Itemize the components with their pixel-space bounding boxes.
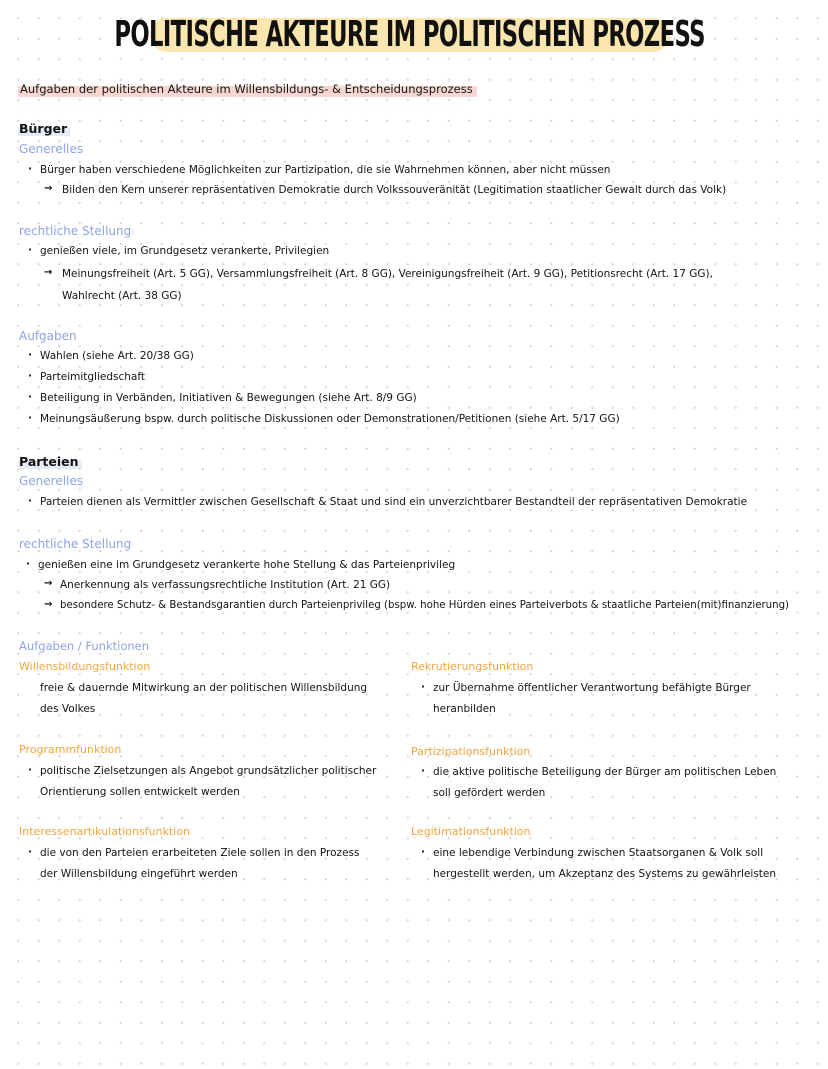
function-desc-line1: · die von den Parteien erarbeiteten Ziele sollen in den Prozess [40, 847, 359, 859]
heading-buerger: Bürger [18, 121, 70, 136]
right-arrow-icon: → [44, 183, 53, 194]
function-desc-line1: · die aktive politische Beteiligung der Bürger am politischen Leben [433, 766, 776, 778]
right-arrow-icon: → [44, 599, 53, 610]
buerger-rechtliche-arrow-line1: Meinungsfreiheit (Art. 5 GG), Versammlungsfreiheit (Art. 8 GG), Vereinigungsfreiheit (Art. 9 GG), Petitionsrecht (Art. 17 GG), [62, 268, 713, 280]
function-name: Willensbildungsfunktion [19, 660, 151, 673]
page-title: POLITISCHE AKTEURE IM POLITISCHEN PROZESS [114, 13, 706, 55]
function-name: Rekrutierungsfunktion [411, 660, 534, 673]
function-desc-line1: · zur Übernahme öffentlicher Verantwortung befähigte Bürger [433, 682, 751, 694]
function-desc-line2: des Volkes [40, 703, 96, 715]
label-buerger-generelles: Generelles [19, 142, 84, 156]
function-desc-line2: der Willensbildung eingeführt werden [40, 868, 238, 880]
right-arrow-icon: → [44, 267, 53, 278]
buerger-generelles-bullet: · Bürger haben verschiedene Möglichkeiten zur Partizipation, die sie Wahrnehmen können, aber nicht müssen [40, 164, 610, 176]
right-arrow-icon: → [44, 578, 53, 589]
label-buerger-aufgaben: Aufgaben [19, 329, 77, 343]
buerger-aufgabe-item: · Meinungsäußerung bspw. durch politische Diskussionen oder Demonstrationen/Petitionen (siehe Art. 5/17 GG) [40, 413, 620, 425]
label-parteien-funktionen: Aufgaben / Funktionen [19, 639, 150, 653]
function-desc-line2: Orientierung sollen entwickelt werden [40, 786, 240, 798]
parteien-generelles-bullet: · Parteien dienen als Vermittler zwischen Gesellschaft & Staat und sind ein unverzichtbarer Bestandteil der repräsentativen Demokratie [40, 496, 747, 508]
parteien-rechtliche-arrow: besondere Schutz- & Bestandsgarantien durch Parteienprivileg (bspw. hohe Hürden eines Parteiverbots & staatliche Parteien(mit)finanzierung) [60, 600, 790, 611]
function-name: Partizipationsfunktion [411, 745, 531, 758]
label-parteien-rechtliche-stellung: rechtliche Stellung [19, 537, 132, 551]
label-buerger-rechtliche-stellung: rechtliche Stellung [19, 224, 132, 238]
buerger-generelles-arrow: Bilden den Kern unserer repräsentativen Demokratie durch Volkssouveränität (Legitimation staatlicher Gewalt durch das Volk) [62, 184, 727, 196]
function-desc-line2: heranbilden [433, 703, 496, 715]
function-desc-line1: · eine lebendige Verbindung zwischen Staatsorganen & Volk soll [433, 847, 763, 859]
function-desc-line2: soll gefördert werden [433, 787, 546, 799]
parteien-rechtliche-arrow: Anerkennung als verfassungsrechtliche Institution (Art. 21 GG) [60, 579, 391, 591]
buerger-aufgabe-item: · Wahlen (siehe Art. 20/38 GG) [40, 350, 194, 362]
function-name: Legitimationsfunktion [411, 825, 531, 838]
function-desc-line1: · politische Zielsetzungen als Angebot grundsätzlicher politischer [40, 765, 376, 777]
buerger-aufgabe-item: · Parteimitgliedschaft [40, 371, 145, 383]
function-desc-line1: freie & dauernde Mitwirkung an der politischen Willensbildung [40, 682, 368, 694]
heading-parteien: Parteien [18, 454, 82, 469]
buerger-rechtliche-bullet: · genießen viele, im Grundgesetz verankerte, Privilegien [40, 245, 329, 257]
page-subtitle: Aufgaben der politischen Akteure im Willensbildungs- & Entscheidungsprozess [18, 80, 477, 97]
buerger-rechtliche-arrow-line2: Wahlrecht (Art. 38 GG) [62, 290, 182, 302]
function-name: Interessenartikulationsfunktion [19, 825, 191, 838]
function-desc-line2: hergestellt werden, um Akzeptanz des Systems zu gewährleisten [433, 868, 777, 880]
page-title-block [114, 6, 706, 62]
label-parteien-generelles: Generelles [19, 474, 84, 488]
buerger-aufgabe-item: · Beteiligung in Verbänden, Initiativen & Bewegungen (siehe Art. 8/9 GG) [40, 392, 417, 404]
parteien-rechtliche-bullet: · genießen eine im Grundgesetz verankerte hohe Stellung & das Parteienprivileg [38, 559, 455, 571]
function-name: Programmfunktion [19, 743, 122, 756]
